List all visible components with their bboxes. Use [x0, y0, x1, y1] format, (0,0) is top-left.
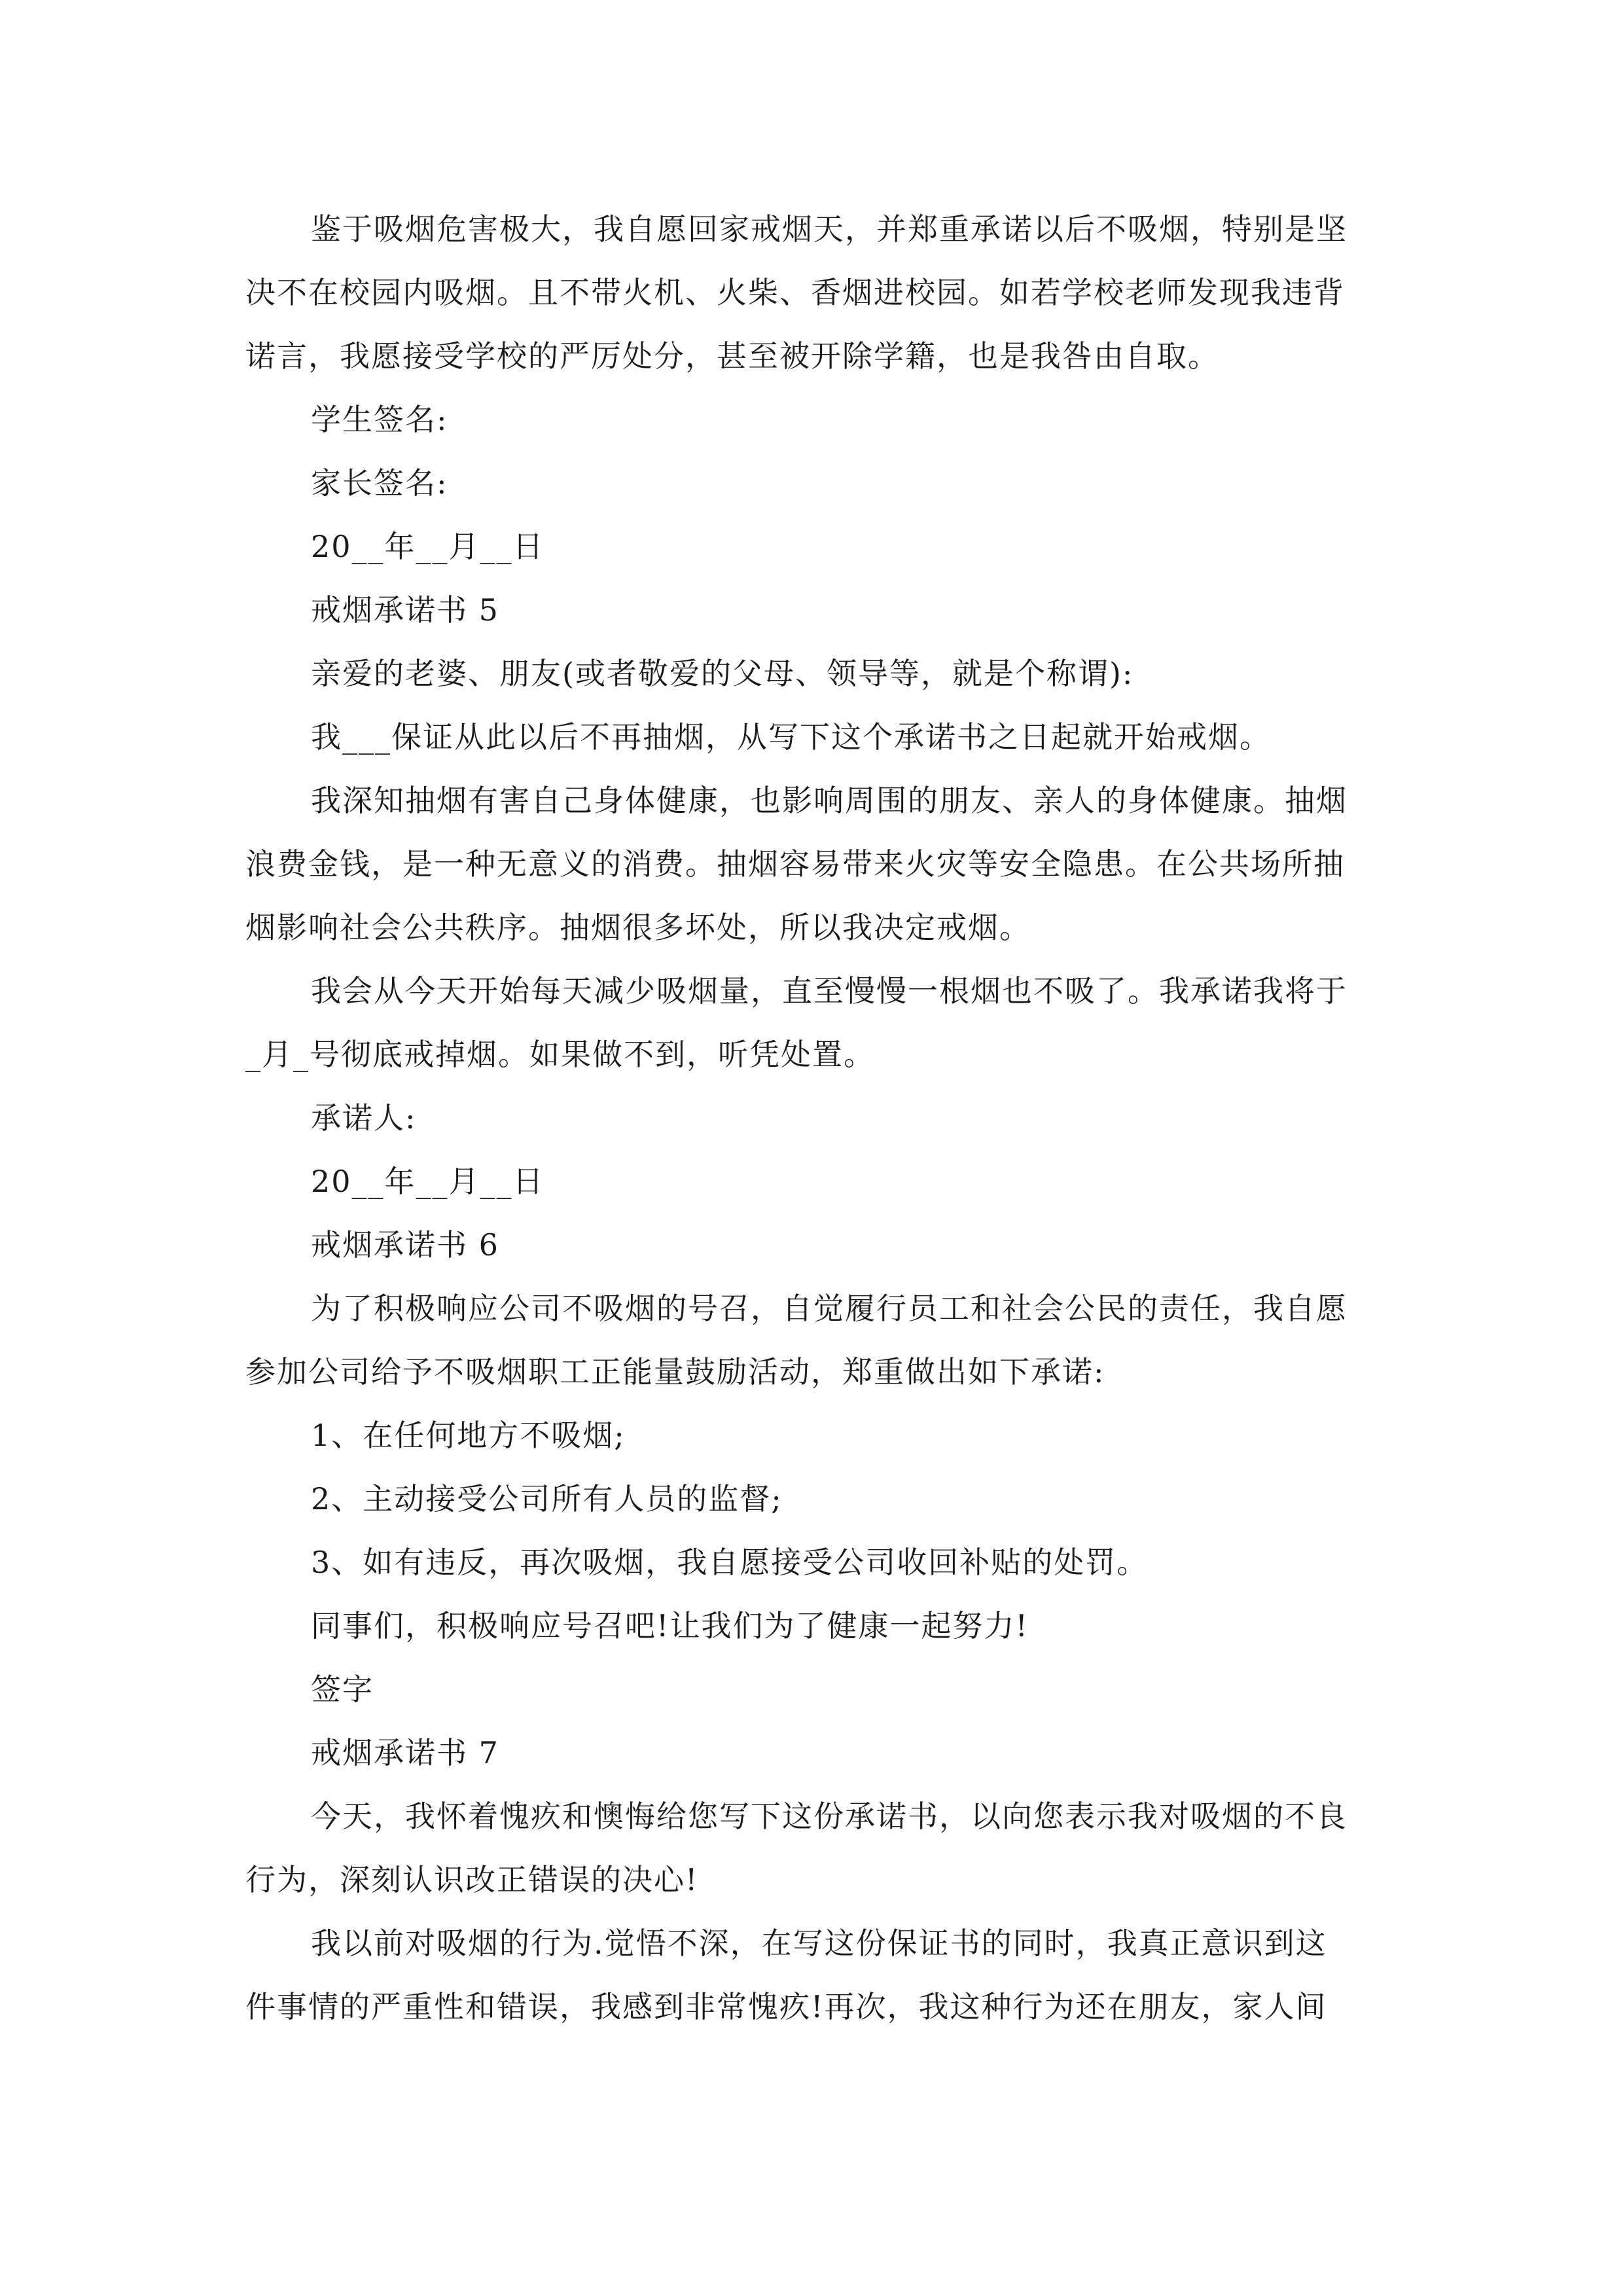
section-title: 戒烟承诺书 6 [311, 1227, 499, 1263]
text-line: 我___保证从此以后不再抽烟，从写下这个承诺书之日起就开始戒烟。 [311, 719, 1271, 755]
list-item: 2、主动接受公司所有人员的监督; [311, 1481, 783, 1516]
parent-signature-label: 家长签名: [311, 465, 448, 501]
section-title: 戒烟承诺书 7 [311, 1735, 499, 1770]
text-line: 诺言，我愿接受学校的严厉处分，甚至被开除学籍，也是我咎由自取。 [245, 338, 1219, 374]
text-line: _月_号彻底戒掉烟。如果做不到，听凭处置。 [245, 1037, 875, 1072]
text-line: 我以前对吸烟的行为.觉悟不深，在写这份保证书的同时，我真正意识到这 [311, 1926, 1327, 1961]
text-line: 今天，我怀着愧疚和懊悔给您写下这份承诺书，以向您表示我对吸烟的不良 [311, 1799, 1347, 1834]
list-item: 3、如有违反，再次吸烟，我自愿接受公司收回补贴的处罚。 [311, 1545, 1149, 1580]
text-line: 我深知抽烟有害自己身体健康，也影响周围的朋友、亲人的身体健康。抽烟 [311, 783, 1347, 818]
text-line: 烟影响社会公共秩序。抽烟很多坏处，所以我决定戒烟。 [245, 910, 1031, 945]
text-line: 件事情的严重性和错误，我感到非常愧疚!再次，我这种行为还在朋友，家人间 [245, 1989, 1327, 2024]
text-line: 同事们，积极响应号召吧!让我们为了健康一起努力! [311, 1608, 1029, 1643]
text-line: 浪费金钱，是一种无意义的消费。抽烟容易带来火灾等安全隐患。在公共场所抽 [245, 846, 1345, 882]
date-line: 20__年__月__日 [311, 529, 544, 564]
section-title: 戒烟承诺书 5 [311, 592, 499, 628]
text-line: 参加公司给予不吸烟职工正能量鼓励活动，郑重做出如下承诺: [245, 1354, 1105, 1390]
student-signature-label: 学生签名: [311, 402, 448, 437]
text-line: 鉴于吸烟危害极大，我自愿回家戒烟天，并郑重承诺以后不吸烟，特别是坚 [311, 211, 1347, 247]
text-line: 我会从今天开始每天减少吸烟量，直至慢慢一根烟也不吸了。我承诺我将于 [311, 973, 1347, 1009]
promisor-label: 承诺人: [311, 1100, 417, 1136]
text-line: 决不在校园内吸烟。且不带火机、火柴、香烟进校园。如若学校老师发现我违背 [245, 275, 1345, 310]
date-line: 20__年__月__日 [311, 1164, 544, 1199]
signature-label: 签字 [311, 1672, 374, 1707]
salutation: 亲爱的老婆、朋友(或者敬爱的父母、领导等，就是个称谓): [311, 656, 1134, 691]
list-item: 1、在任何地方不吸烟; [311, 1418, 626, 1453]
text-line: 行为，深刻认识改正错误的决心! [245, 1862, 699, 1897]
text-line: 为了积极响应公司不吸烟的号召，自觉履行员工和社会公民的责任，我自愿 [311, 1291, 1347, 1326]
